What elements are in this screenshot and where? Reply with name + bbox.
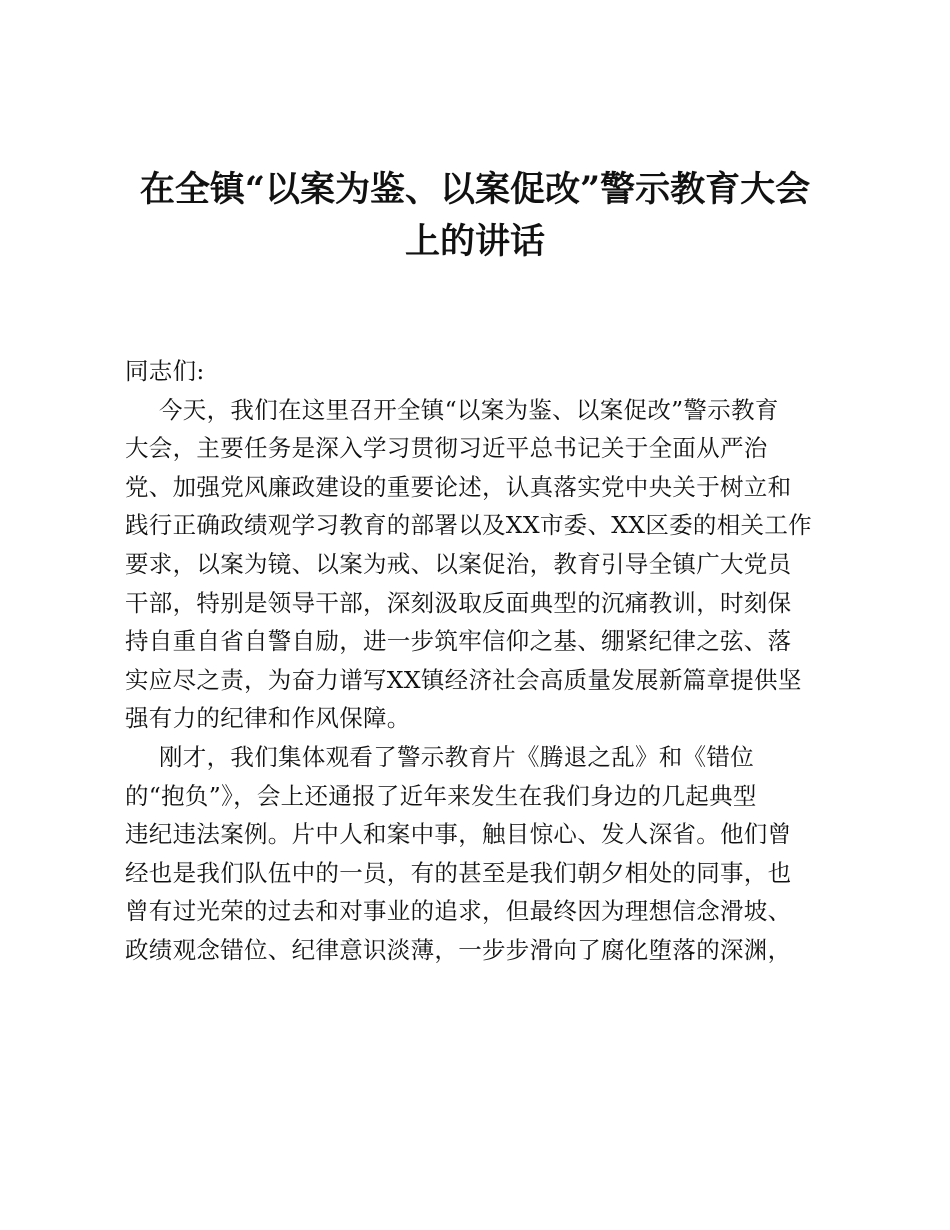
paragraph-line: 今天，我们在这里召开全镇“以案为鉴、以案促改”警示教育 <box>159 395 779 424</box>
paragraph-line: 政绩观念错位、纪律意识淡薄，一步步滑向了腐化堕落的深渊， <box>125 935 792 964</box>
paragraph-1 <box>125 391 835 738</box>
title-line-2: 上的讲话 <box>404 221 545 262</box>
document-body <box>125 352 835 970</box>
paragraph-line: 干部，特别是领导干部，深刻汲取反面典型的沉痛教训，时刻保 <box>125 588 792 617</box>
paragraph-line: 经也是我们队伍中的一员，有的甚至是我们朝夕相处的同事，也 <box>125 858 792 887</box>
paragraph-line: 强有力的纪律和作风保障。 <box>125 704 411 733</box>
paragraph-line: 持自重自省自警自励，进一步筑牢信仰之基、绷紧纪律之弦、落 <box>125 627 792 656</box>
title-line-1: 在全镇“以案为鉴、以案促改”警示教育大会 <box>139 169 811 210</box>
paragraph-line: 践行正确政绩观学习教育的部署以及XX市委、XX区委的相关工作 <box>125 511 812 540</box>
paragraph-line: 曾有过光荣的过去和对事业的追求，但最终因为理想信念滑坡、 <box>125 897 792 926</box>
paragraph-line: 的“抱负”》，会上还通报了近年来发生在我们身边的几起典型 <box>125 781 757 810</box>
paragraph-line: 党、加强党风廉政建设的重要论述，认真落实党中央关于树立和 <box>125 472 792 501</box>
paragraph-2 <box>125 738 835 970</box>
document-title <box>100 164 850 268</box>
paragraph-line: 要求，以案为镜、以案为戒、以案促治，教育引导全镇广大党员 <box>125 549 792 578</box>
paragraph-line: 实应尽之责，为奋力谱写XX镇经济社会高质量发展新篇章提供坚 <box>125 665 802 694</box>
paragraph-line: 刚才，我们集体观看了警示教育片《腾退之乱》和《错位 <box>159 742 754 771</box>
paragraph-line: 违纪违法案例。片中人和案中事，触目惊心、发人深省。他们曾 <box>125 820 792 849</box>
paragraph-line: 大会，主要任务是深入学习贯彻习近平总书记关于全面从严治 <box>125 434 768 463</box>
salutation: 同志们: <box>125 357 205 385</box>
